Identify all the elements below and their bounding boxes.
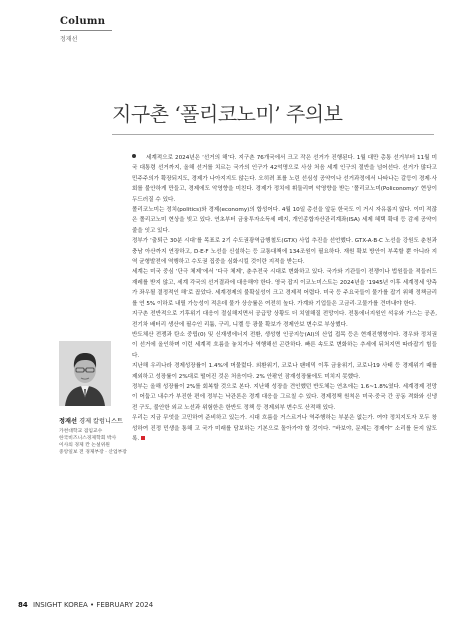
column-label: Column bbox=[60, 16, 106, 27]
paragraph: 정부는 올해 성장률이 2%를 회복할 것으로 본다. 지난해 성장을 견인했던 반도체는 연초에는 1.6~1.8%였다. 세계경제 전망이 어둡고 내수가 부진한 편에 정부는 낙관론은 경계 대응을 그르칠 수 있다. 경제정책 원칙은 미국·중국 간 공동 격화와 신냉전 구도, 불안한 외교 노선과 위험한은 한반도 정책 등 경제외부 변수도 산적해 있다. bbox=[132, 383, 437, 411]
page-number: 84 bbox=[18, 601, 28, 609]
author-bio bbox=[59, 428, 127, 456]
article-body bbox=[132, 153, 437, 444]
author-name-line bbox=[59, 417, 127, 426]
author-bio-line: 이사의 경제 칸 논설위원 bbox=[59, 443, 110, 448]
author-role: 경제 칼럼니스트 bbox=[79, 418, 123, 425]
author-info bbox=[59, 417, 127, 456]
column-rule bbox=[60, 30, 112, 31]
paragraph: 지난해 우리나라 경제성장률이 1.4%에 머물렀다. 외환위기, 코로나 팬데믹 이후 금융위기, 코로나19 사태 등 경제위기 때를 제외하고 성장률이 2%대로 떨어진 것은 처음이다. 2% 안팎인 잠재성장률에도 미치지 못했다. bbox=[132, 363, 437, 380]
paragraph: 반도체산 전쟁과 탄소 중립(0) 및 신재생에너지 전환, 생성형 인공지능(AI)의 산업 접목 등은 현재진행형이다. 경우와 정치권이 선거에 올인하며 이런 세계적 흐름을 놓치거나 역행해선 곤란하다. 빠른 속도로 변화하는 추세에 뒤처지면 따라잡기 힘들다. bbox=[132, 331, 437, 359]
column-header bbox=[60, 16, 124, 43]
paragraph bbox=[132, 153, 437, 205]
paragraph-text: 세계적으로 2024년은 ‘선거의 해’다. 지구촌 76개국에서 크고 작은 선거가 진행된다. 1월 대만 총통 선거부터 11월 미국 대통령 선거까지, 올해 선거를 치르는 국가의 인구가 42억명으로 사상 처음 세계 인구의 절반을 넘어선다. 선거가 많다고 민주주의가 확장되지도, 경제가 나아지지도 않는다. 오히려 표를 노린 선심성 공약이나 선거과정에서 나타나는 갈등이 경제·사회를 불안하게 만들고, 경제에도 악영향을 미친다. 경제가 정치에 휘둘리며 악영향을 받는 ‘폴리코노미(Policonomy)’ 현상이 두드러질 수 있다. bbox=[132, 155, 437, 203]
title-divider bbox=[112, 134, 434, 135]
author-portrait-icon bbox=[59, 341, 111, 406]
author-bio-line: 중앙일보 전 경제부장 · 산업부장 bbox=[59, 450, 127, 455]
article-title: 지구촌 ‘폴리코노미’ 주의보 bbox=[112, 102, 343, 126]
end-mark-icon bbox=[141, 436, 145, 440]
paragraph bbox=[132, 413, 437, 444]
paragraph: 폴리코노미는 정치(politics)와 경제(economy)의 합성어다. 4월 10일 총선을 앞둔 한국도 이 거시 자유롭지 않다. 이미 적잖은 폴리코노미 현상을 빚고 있다. 연초부터 금융투자소득세 폐지, 개인종합자산관리계좌(ISA) 세제 혜택 확대 등 감세 공약이 줄을 잇고 있다. bbox=[132, 207, 437, 234]
paragraph: 세계는 미국 중심 ‘단극 체제’에서 ‘다극 체제’, 춘추전국 시대로 변화하고 있다. 국가와 기관들이 전쟁이나 법원들을 적들러드 재레를 받지 않고, 세계 각국의 선거결과에 대응해야 한다. 영국 잡지 이코노미스트는 2024년을 ‘1945년 이후 세계정세 양측가 좌우될 결정적인 해’로 꼽았다. 세계경제의 불확실성이 크고 경제적 어렵다. 미국 등 주요국들이 물가를 잡기 위해 정책금리를 연 5% 이하로 내릴 가능성이 적은데 물가 상승률은 여전히 높다. 가계와 기업들은 고금리·고물가를 견뎌내야 한다. bbox=[132, 269, 437, 307]
column-author: 정재선 bbox=[60, 36, 78, 43]
paragraph: 정부가 ‘출퇴근 30분 시대’를 목표로 2기 수도권광역급행철도(GTX) 사업 추진을 선언했다. GTX-A·B·C 노선을 강원도 춘천과 충남 아산까지 연장하고, D·E·F 노선을 신설하는 등 교통대책에 134조원이 필요하다. 재원 확보 방안이 부족할 뿐 아니라 지역 균형발전에 역행하고 수도권 집중을 심화시킬 것이란 지적을 받는다. bbox=[132, 238, 437, 266]
author-bio-line: 한국비즈니스경제학회 박사 bbox=[59, 436, 117, 441]
paragraph: 지구촌 전반적으로 기후위기 대응이 절실해지면서 공급망 상황도 더 치열해질 전망이다. 전통에너지원인 석유와 가스는 공존, 전기차 배터리 생산에 필수인 리튬, 구리, 니켈 등 광물 확보가 경제안보 변수로 부상했다. bbox=[132, 311, 437, 328]
footer-separator: • bbox=[90, 601, 95, 609]
bullet-icon bbox=[132, 154, 136, 158]
author-name: 정재선 bbox=[59, 418, 77, 425]
issue-date: FEBRUARY 2024 bbox=[96, 601, 154, 609]
magazine-name: INSIGHT KOREA bbox=[32, 601, 88, 609]
author-photo bbox=[59, 341, 111, 406]
paragraph-text: 우리는 지금 무엇을 고민하여 준비하고 있는가. 시대 흐름을 거스르거나 역주행하는 부분은 없는가. 여야 정치지도자 모두 창성하여 진정 민생을 통해 고 국가 미래를 담보하는 기본으로 돌아가야 할 것이다. “바보야, 문제는 경제야” 소리를 듣지 않도록. bbox=[132, 415, 437, 442]
page-footer bbox=[18, 601, 153, 609]
author-bio-line: 가천대학교 겸임교수 bbox=[59, 429, 103, 434]
